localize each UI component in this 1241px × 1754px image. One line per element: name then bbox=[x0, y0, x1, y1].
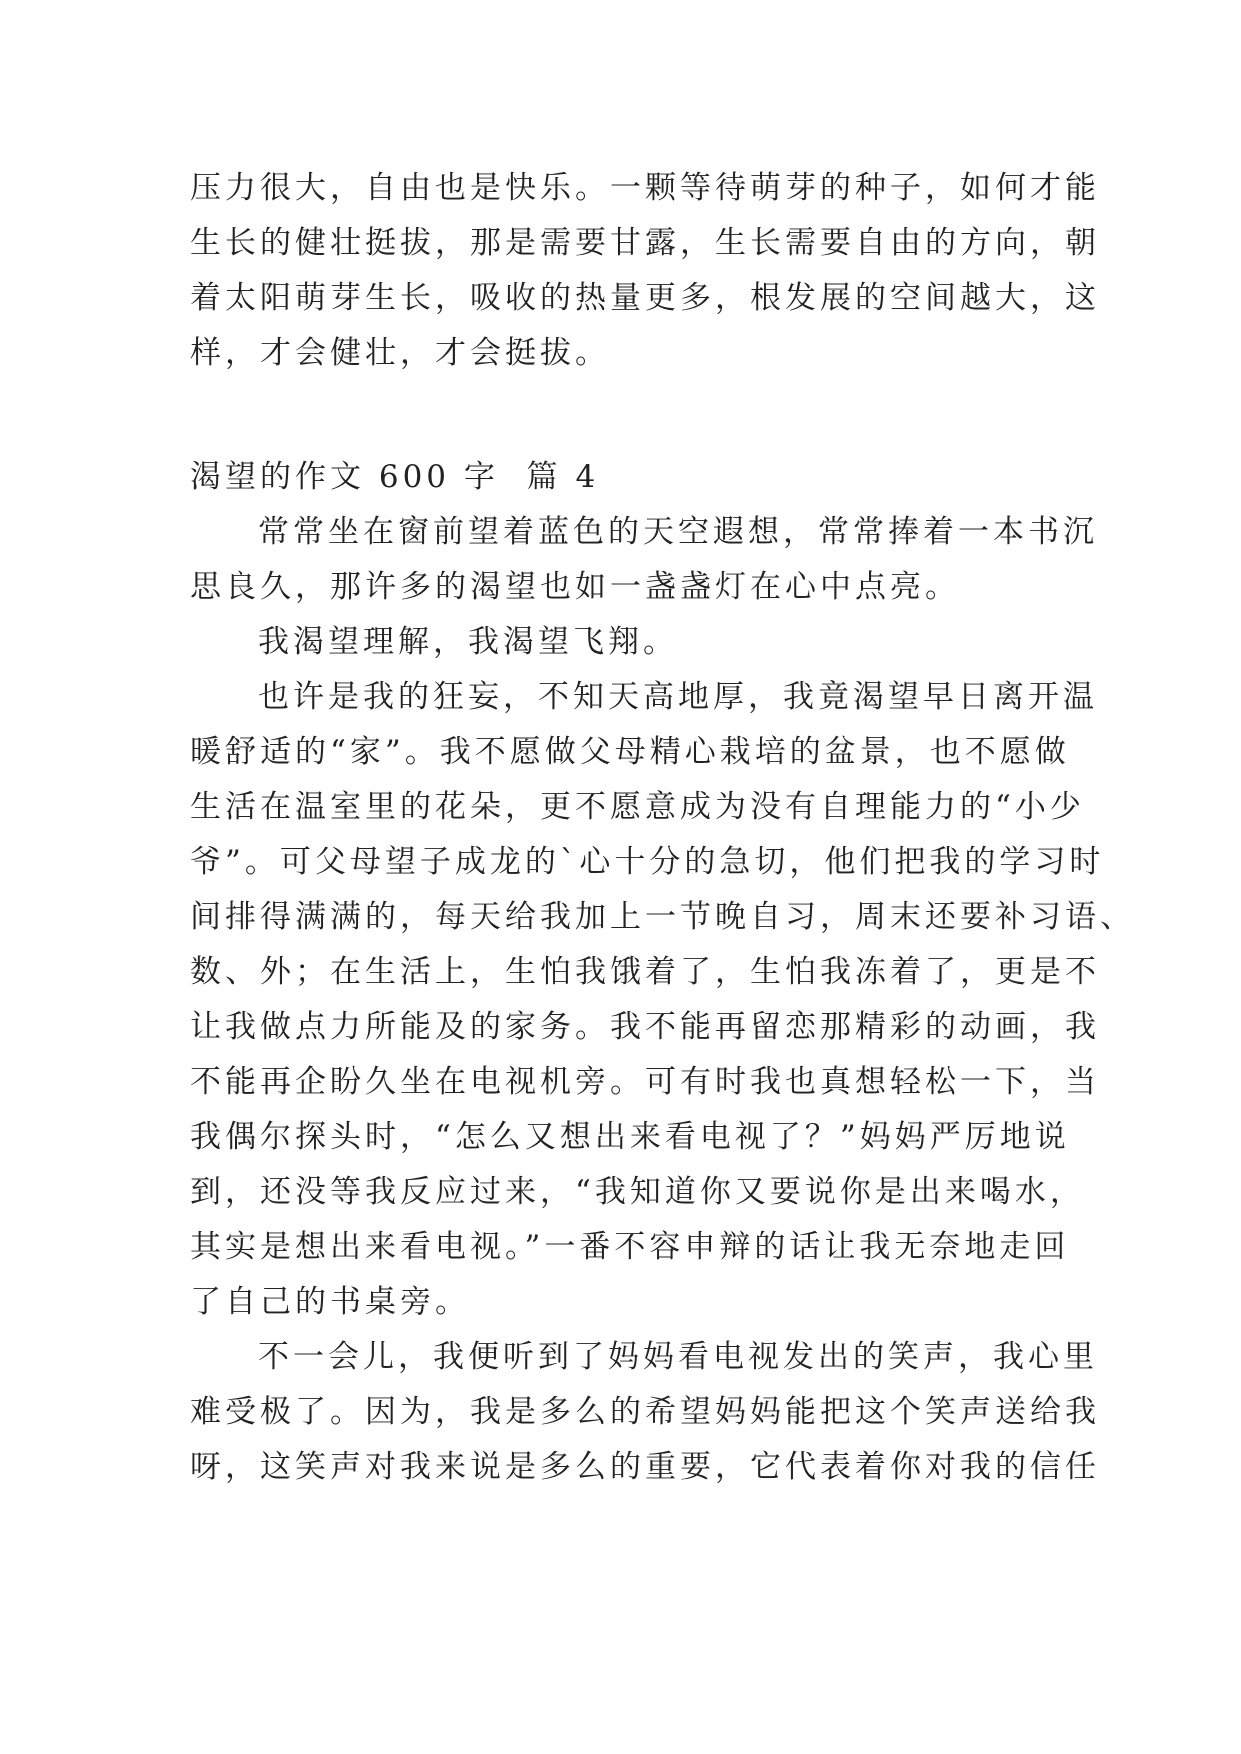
text-line: 生长的健壮挺拔，那是需要甘露，生长需要自由的方向，朝 bbox=[190, 225, 1100, 261]
text-line: 常常坐在窗前望着蓝色的天空遐想，常常捧着一本书沉 bbox=[258, 514, 1098, 550]
text-line: 爷”。可父母望子成龙的`心十分的急切，他们把我的学习时 bbox=[190, 844, 1105, 880]
text-line: 思良久，那许多的渴望也如一盏盏灯在心中点亮。 bbox=[190, 569, 960, 605]
text-line: 我偶尔探头时，“怎么又想出来看电视了？”妈妈严厉地说 bbox=[190, 1119, 1070, 1155]
text-line: 难受极了。因为，我是多么的希望妈妈能把这个笑声送给我 bbox=[190, 1394, 1100, 1430]
text-line: 数、外；在生活上，生怕我饿着了，生怕我冻着了，更是不 bbox=[190, 954, 1100, 990]
text-line: 也许是我的狂妄，不知天高地厚，我竟渴望早日离开温 bbox=[258, 679, 1098, 715]
text-line: 让我做点力所能及的家务。我不能再留恋那精彩的动画，我 bbox=[190, 1009, 1100, 1045]
text-line: 暖舒适的“家”。我不愿做父母精心栽培的盆景，也不愿做 bbox=[190, 734, 1070, 770]
text-line: 样，才会健壮，才会挺拔。 bbox=[190, 335, 610, 371]
text-line: 了自己的书桌旁。 bbox=[190, 1284, 470, 1320]
text-line: 不一会儿，我便听到了妈妈看电视发出的笑声，我心里 bbox=[258, 1339, 1098, 1375]
text-line: 间排得满满的，每天给我加上一节晚自习，周末还要补习语、 bbox=[190, 899, 1135, 935]
text-line: 生活在温室里的花朵，更不愿意成为没有自理能力的“小少 bbox=[190, 789, 1085, 825]
text-line: 到，还没等我反应过来，“我知道你又要说你是出来喝水， bbox=[190, 1174, 1085, 1210]
text-line: 我渴望理解，我渴望飞翔。 bbox=[258, 624, 678, 660]
section-heading: 渴望的作文 600 字 篇 4 bbox=[190, 459, 600, 495]
text-line: 压力很大，自由也是快乐。一颗等待萌芽的种子，如何才能 bbox=[190, 170, 1100, 206]
text-line: 呀，这笑声对我来说是多么的重要，它代表着你对我的信任 bbox=[190, 1449, 1100, 1485]
text-line: 不能再企盼久坐在电视机旁。可有时我也真想轻松一下，当 bbox=[190, 1064, 1100, 1100]
text-line: 着太阳萌芽生长，吸收的热量更多，根发展的空间越大，这 bbox=[190, 280, 1100, 316]
text-line: 其实是想出来看电视。”一番不容申辩的话让我无奈地走回 bbox=[190, 1229, 1070, 1265]
